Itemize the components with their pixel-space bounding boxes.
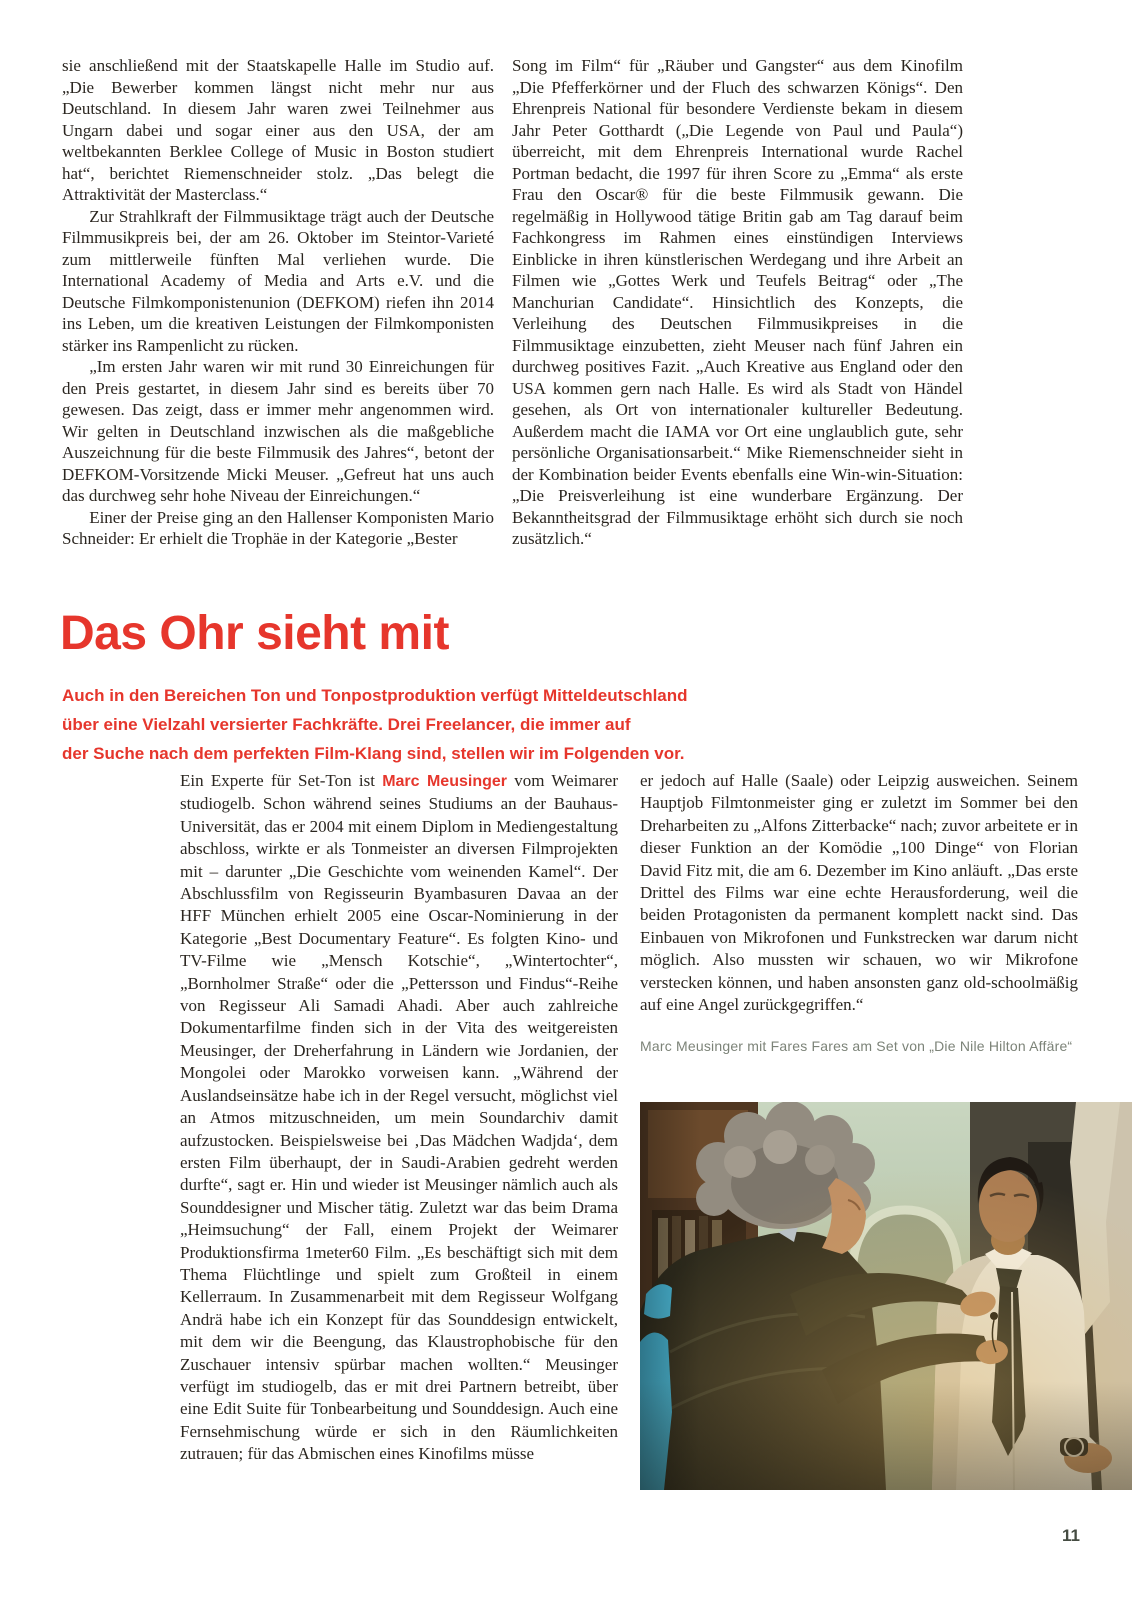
- paragraph: Einer der Preise ging an den Hallenser Komponisten Mario Schneider: Er erhielt die Trophäe in der Kategorie „Bester: [62, 507, 494, 548]
- page-number: 11: [1062, 1526, 1080, 1545]
- paragraph: Song im Film“ für „Räuber und Gangster“ aus dem Kinofilm „Die Pfefferkörner und der Fluch des schwarzen Königs“. Den Ehrenpreis National für besondere Verdienste bekam in diesem Jahr Peter Gotthardt („Die Legende von Paul und Paula“) überreicht, mit dem Ehrenpreis International wurde Rachel Portman bedacht, die 1997 für ihren Score zu „Emma“ als erste Frau den Oscar® für die beste Filmmusik gewann. Die regelmäßig in Hollywood tätige Britin gab am Tag darauf beim Fachkongress im Rahmen eines einstündigen Interviews Einblicke in ihren künstlerischen Werdegang und ihre Arbeit an Filmen wie „Gottes Werk und Teufels Beitrag“ oder „The Manchurian Candidate“. Hinsichtlich des Konzepts, die Verleihung des Deutschen Filmmusikpreises in die Filmmusiktage einzubetten, zieht Meuser nach fünf Jahren ein durchweg positives Fazit. „Auch Kreative aus England oder den USA kommen gern nach Halle. Es wird als Stadt von Händel gesehen, als Ort von internationaler kultureller Bedeutung. Außerdem macht die IAMA vor Ort eine unglaublich gute, sehr persönliche Organisationsarbeit.“ Mike Riemenschneider sieht in der Kombination beider Events ebenfalls eine Win-win-Situation: „Die Preisverleihung ist eine wunderbare Ergänzung. Der Bekanntheitsgrad der Filmmusiktage erhöht sich durch sie noch zusätzlich.“: [512, 56, 963, 548]
- set-photo: [640, 1102, 1132, 1490]
- person-name-highlight: Marc Meusinger: [382, 773, 507, 790]
- photo-caption: Marc Meusinger mit Fares Fares am Set von „Die Nile Hilton Affäre“: [640, 1038, 1073, 1055]
- paragraph: „Im ersten Jahr waren wir mit rund 30 Einreichungen für den Preis gestartet, in diesem Jahr sind es bereits über 70 gewesen. Das zeigt, dass er immer mehr angenommen wird. Wir gelten in Deutschland inzwischen als die maßgebliche Auszeichnung für die beste Filmmusik des Jahres“, betont der DEFKOM-Vorsitzende Micki Meuser. „Gefreut hat uns auch das durchweg sehr hohe Niveau der Einreichungen.“: [62, 357, 494, 505]
- article-headline: Das Ohr sieht mit: [60, 607, 449, 660]
- bottom-left-column: [180, 770, 618, 1466]
- paragraph: sie anschließend mit der Staatskapelle Halle im Studio auf. „Die Bewerber kommen längst nicht mehr nur aus Deutschland. In diesem Jahr waren zwei Teilnehmer aus Ungarn dabei und sogar einer aus den USA, der am weltbekannten Berklee College of Music in Boston studiert hat“, berichtet Riemenschneider stolz. „Das belegt die Attraktivität der Masterclass.“: [62, 56, 494, 204]
- intro-line: Auch in den Bereichen Ton und Tonpostproduktion verfügt Mitteldeutschland: [62, 686, 688, 705]
- paragraph: Zur Strahlkraft der Filmmusiktage trägt auch der Deutsche Filmmusikpreis bei, der am 26. Oktober im Steintor-Varieté zum mittlerweile fünften Mal verliehen wurde. Die International Academy of Media and Arts e.V. und die Deutsche Filmkomponistenunion (DEFKOM) riefen ihn 2014 ins Leben, um die kreativen Leistungen der Filmkomponisten stärker ins Rampenlicht zu rücken.: [62, 206, 494, 355]
- top-left-column: [62, 55, 494, 550]
- paragraph: [180, 770, 618, 1466]
- photo-vignette: [640, 1102, 1132, 1490]
- paragraph: er jedoch auf Halle (Saale) oder Leipzig ausweichen. Seinem Hauptjob Filmtonmeister ging er zuletzt im Sommer bei den Dreharbeiten zu „Alfons Zitterbacke“ nach; zuvor arbeitete er in dieser Funktion an der Komödie „100 Dinge“ von Florian David Fitz mit, die am 6. Dezember im Kino anläuft. „Das erste Drittel des Films war eine echte Herausforderung, weil die beiden Protagonisten da permanent komplett nackt sind. Das Einbauen von Mikrofonen und Funkstrecken war darum nicht möglich. Also mussten wir schauen, wo wir Mikrofone verstecken können, und haben ansonsten ganz old-schoolmäßig auf eine Angel zurückgegriffen.“: [640, 771, 1078, 1015]
- paragraph-text: vom Weimarer studiogelb. Schon während seines Studiums an der Bauhaus-Universität, das er 2004 mit einem Diplom in Mediengestaltung abschloss, wirkte er als Tonmeister an diversen Filmprojekten mit – darunter „Die Geschichte vom weinenden Kamel“. Der Abschlussfilm von Regisseurin Byambasuren Davaa an der HFF München erhielt 2005 eine Oscar-Nominierung in der Kategorie „Best Documentary Feature“. Es folgten Kino- und TV-Filme wie „Mensch Kotschie“, „Wintertochter“, „Bornholmer Straße“ oder die „Pettersson und Findus“-Reihe von Regisseur Ali Samadi Ahadi. Aber auch zahlreiche Dokumentarfilme finden sich in der Vita des weitgereisten Meusinger, der Dreherfahrung in Ländern wie Jordanien, der Mongolei oder Marokko vorweisen kann. „Während der Auslandseinsätze habe ich in der Regel versucht, möglichst viel an Atmos mitzuschneiden, um mein Soundarchiv damit aufzustocken. Beispielsweise bei ‚Das Mädchen Wadjda‘, dem ersten Film überhaupt, der in Saudi-Arabien gedreht werden durfte“, sagt er. Hin und wieder ist Meusinger nämlich auch als Sounddesigner und Mischer tätig. Zuletzt war das beim Drama „Heimsuchung“ der Fall, einem Projekt der Weimarer Produktionsfirma 1meter60 Film. „Es beschäftigt sich mit dem Thema Flüchtlinge und spielt zum Großteil in einem Kellerraum. In Zusammenarbeit mit dem Regisseur Wolfgang Andrä habe ich ein Konzept für das Sounddesign entwickelt, mit dem wir die Beengung, das Klaustrophobische für den Zuschauer intensiv spürbar machen wollten.“ Meusinger verfügt im studiogelb, das er mit drei Partnern betreibt, über eine Edit Suite für Tonbearbeitung und Sounddesign. Auch eine Fernsehmischung würde er sich in den Räumlichkeiten zutrauen; für das Abmischen eines Kinofilms müsse: [180, 771, 619, 1464]
- top-right-column: [512, 55, 963, 550]
- intro-line: über eine Vielzahl versierter Fachkräfte. Drei Freelancer, die immer auf: [62, 715, 631, 734]
- paragraph-text: Ein Experte für Set-Ton ist: [180, 771, 383, 790]
- intro-line: der Suche nach dem perfekten Film-Klang sind, stellen wir im Folgenden vor.: [62, 744, 685, 763]
- article-intro: [62, 681, 688, 768]
- top-article: [62, 55, 963, 550]
